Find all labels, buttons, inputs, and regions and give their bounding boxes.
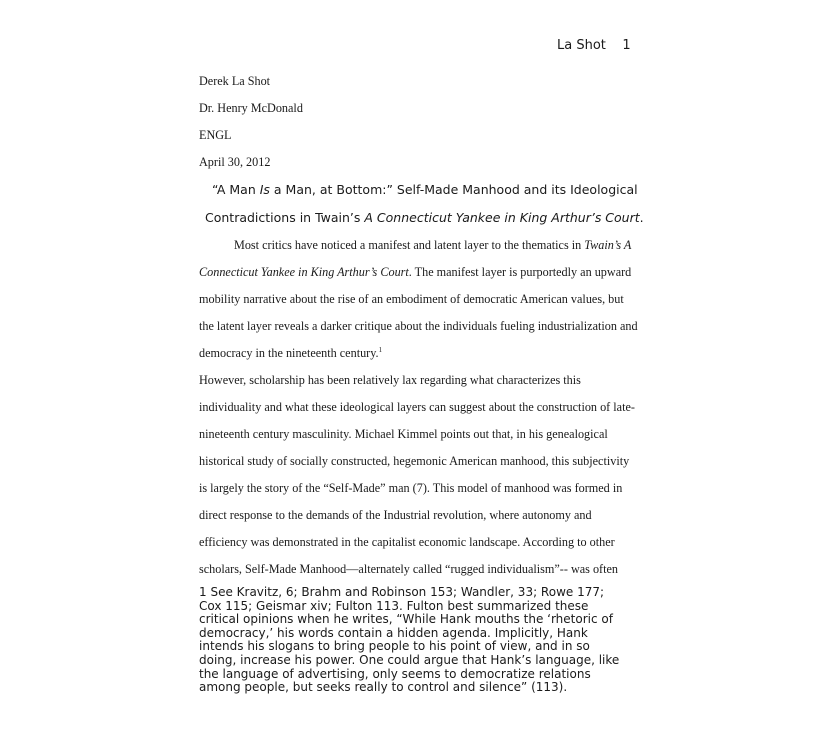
author-name: Derek La Shot (199, 74, 271, 88)
body-line: mobility narrative about the rise of an embodiment of democratic American values, but (199, 292, 624, 306)
body-line: scholars, Self-Made Manhood—alternately called “rugged individualism”-- was often (199, 562, 618, 576)
body-line: individuality and what these ideological layers can suggest about the construction of late- (199, 400, 635, 414)
body-line: historical study of socially constructed, hegemonic American manhood, this subjectivity (199, 454, 630, 468)
paper-date: April 30, 2012 (199, 155, 271, 169)
paper-title-line-2 (205, 210, 644, 225)
body-line: nineteenth century masculinity. Michael Kimmel points out that, in his genealogical (199, 427, 608, 441)
body-text: Most critics have noticed a manifest and latent layer to the thematics in (234, 238, 585, 252)
body-line (199, 346, 382, 361)
work-title: Twain’s A (584, 238, 632, 252)
instructor-name: Dr. Henry McDonald (199, 101, 303, 115)
work-title: Connecticut Yankee in King Arthur’s Court (199, 265, 409, 279)
body-line: is largely the story of the “Self-Made” man (7). This model of manhood was formed in (199, 481, 623, 495)
body-line (199, 265, 631, 280)
body-text: . The manifest layer is purportedly an upward (408, 265, 632, 279)
body-line: However, scholarship has been relatively lax regarding what characterizes this (199, 373, 581, 387)
footnote: 1 See Kravitz, 6; Brahm and Robinson 153; Wandler, 33; Rowe 177; Cox 115; Geismar xiv; Fulton 113. Fulton best summarized these critical opinions when he writes, “While Hank mouths the ‘rhetoric of democracy,’ his words contain a hidden agenda. Implicitly, Hank intends his slogans to bring people to his point of view, and in so doing, increase his power. One could argue that Hank’s language, like the language of advertising, only seems to democratize relations among people, but seeks really to control and silence” (113). (199, 585, 620, 695)
title-text: . (639, 210, 644, 225)
body-line (234, 238, 631, 253)
title-text: “A Man (212, 182, 260, 197)
footnote-marker[interactable]: 1 (378, 346, 383, 354)
page-number: 1 (622, 38, 631, 53)
body-line: direct response to the demands of the Industrial revolution, where autonomy and (199, 508, 592, 522)
header-name: La Shot (557, 38, 606, 53)
title-emphasis: Is (259, 182, 270, 197)
paper-title-line-1 (212, 182, 638, 197)
body-text: democracy in the nineteenth century. (199, 346, 379, 360)
title-text: Contradictions in Twain’s (205, 210, 365, 225)
course-name: ENGL (199, 128, 232, 142)
title-text: a Man, at Bottom:” Self-Made Manhood and its Ideological (269, 182, 638, 197)
body-line: efficiency was demonstrated in the capitalist economic landscape. According to other (199, 535, 615, 549)
body-line: the latent layer reveals a darker critique about the individuals fueling industrialization and (199, 319, 638, 333)
title-work-name: A Connecticut Yankee in King Arthur’s Court (364, 210, 640, 225)
running-header (557, 38, 631, 53)
